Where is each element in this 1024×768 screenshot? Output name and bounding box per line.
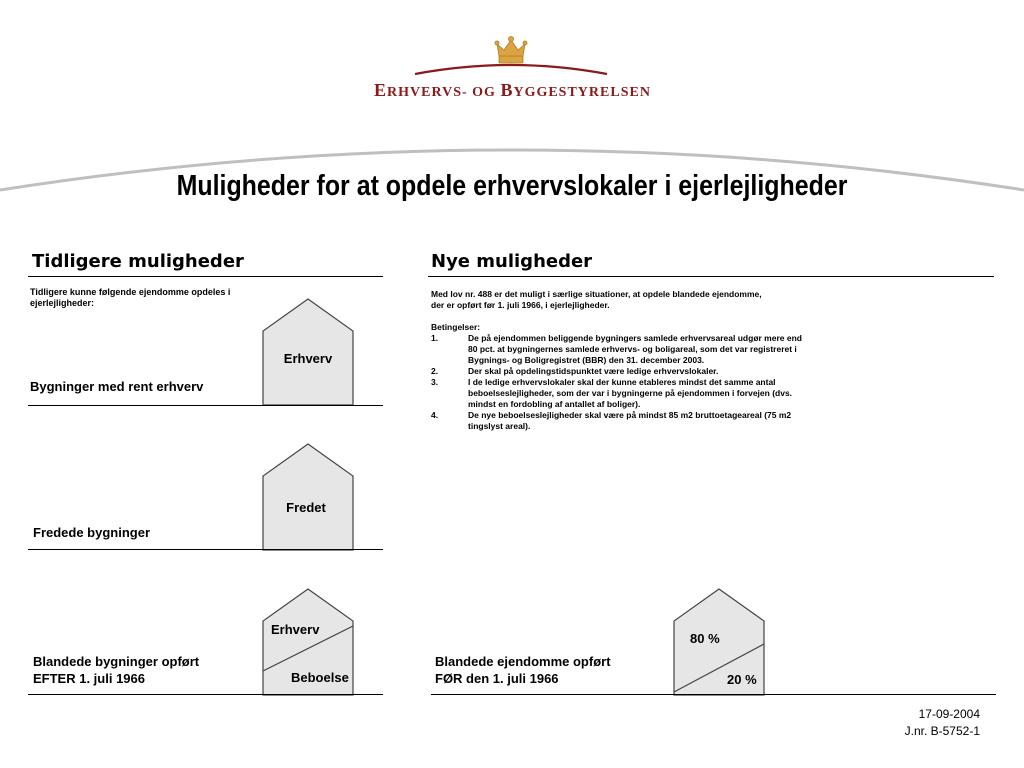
house-label-fredet: Fredet <box>286 500 326 515</box>
house-label-80-percent: 80 % <box>690 631 720 646</box>
footer-date: 17-09-2004 <box>918 707 980 721</box>
footer <box>905 706 980 740</box>
right-heading: Nye muligheder <box>431 251 593 272</box>
right-intro: Med lov nr. 488 er det muligt i særlige situationer, at opdele blandede ejendomme, der er opført før 1. juli 1966, i ejerlejligheder. <box>431 289 762 310</box>
crown-logo-icon <box>360 34 660 84</box>
right-text-block <box>431 289 901 432</box>
condition-item: 4. De nye beboelseslejligheder skal være på mindst 85 m2 bruttoetageareal (75 m2 tingslyst areal). <box>431 410 792 431</box>
row-label-mixed-before: Blandede ejendomme opført FØR den 1. juli 1966 <box>435 654 611 686</box>
row-rule-2 <box>28 549 383 550</box>
house-label-20-percent: 20 % <box>727 672 757 687</box>
condition-item: 2. Der skal på opdelingstidspunktet være ledige erhvervslokaler. <box>431 366 719 376</box>
row-label-pure-commercial: Bygninger med rent erhverv <box>30 379 204 394</box>
house-label-erhverv-mixed: Erhverv <box>271 622 320 637</box>
house-icon-listed <box>262 443 354 551</box>
left-heading-rule <box>28 276 383 277</box>
logo-text: ERHVERVS- OG BYGGESTYRELSEN <box>374 80 651 100</box>
row-rule-1 <box>28 405 383 406</box>
row-rule-right <box>431 694 996 695</box>
row-rule-3 <box>28 694 383 695</box>
page-title: Muligheder for at opdele erhvervslokaler i ejerlejligheder <box>176 170 848 202</box>
condition-item: 3. I de ledige erhvervslokaler skal der kunne etableres mindst det samme antal beboelseslejligheder, som der var i bygningerne på ejendommen i forvejen (dvs. mindst en fordobling af antallet af boliger). <box>431 377 793 409</box>
right-heading-rule <box>428 276 994 277</box>
left-heading: Tidligere muligheder <box>32 251 244 272</box>
house-label-beboelse: Beboelse <box>291 670 349 685</box>
row-label-listed: Fredede bygninger <box>33 525 151 540</box>
left-intro: Tidligere kunne følgende ejendomme opdeles i ejerlejligheder: <box>30 287 231 308</box>
conditions-heading: Betingelser: <box>431 322 481 332</box>
row-label-mixed-after: Blandede bygninger opført EFTER 1. juli 1966 <box>33 654 200 686</box>
house-label-erhverv: Erhverv <box>283 351 333 366</box>
condition-item: 1. De på ejendommen beliggende bygningers samlede erhvervsareal udgør mere end 80 pct. at bygningernes samlede erhvervs- og boligareal, som det var registreret i Bygnings- og Boligregistret (BBR) den 31. december 2003. <box>431 333 802 365</box>
conditions-list <box>431 333 901 432</box>
footer-jnr: J.nr. B-5752-1 <box>904 724 980 738</box>
